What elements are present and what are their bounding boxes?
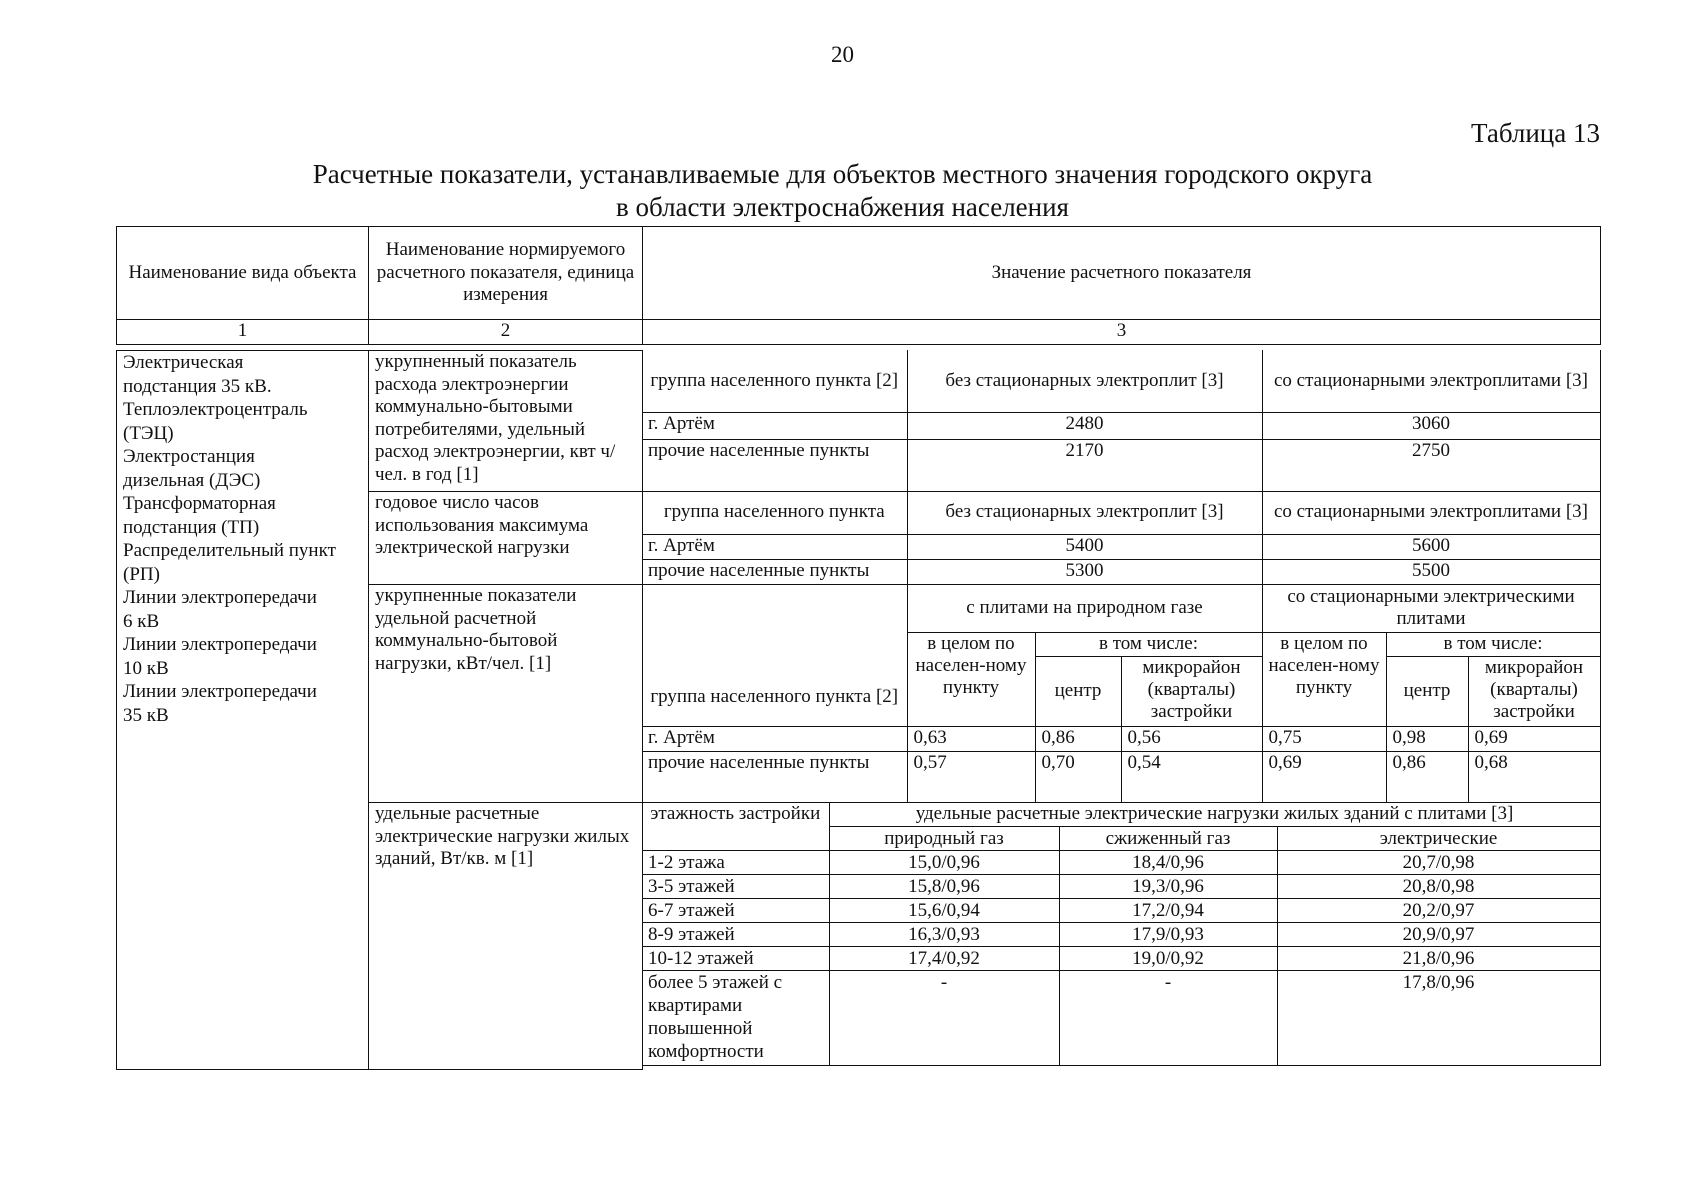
block3-value: 0,57 [907,751,1035,802]
indicator-specific-load: укрупненные показатели удельной расчетной коммунально-бытовой нагрузки, кВт/чел. [1] [369,585,643,803]
block4-row-natural: 16,3/0,93 [829,922,1059,946]
block1-header-group: группа населенного пункта [2] [642,350,907,412]
block3-header-center-gas: центр [1035,656,1121,726]
block3-value: 0,69 [1468,726,1600,751]
object-line: 35 кВ [123,704,169,726]
block4-row-electric: 20,7/0,98 [1277,850,1600,874]
block3-header-micro-gas: микрорайон (кварталы) застройки [1121,656,1262,726]
header-table [116,226,1601,345]
block3-header-group: группа населенного пункта [2] [642,584,907,726]
block4-row-liquefied: 19,0/0,92 [1059,946,1277,970]
block4-row-natural: 17,4/0,92 [829,946,1059,970]
title-line-1: Расчетные показатели, устанавливаемые для объектов местного значения городского округа [312,159,1373,189]
block3-header-incl-electric: в том числе: [1386,632,1600,656]
header-indicator-value: Значение расчетного показателя [643,227,1601,320]
block4-row-floors: 3-5 этажей [642,874,829,898]
block2-header-with: со стационарными электроплитами [3] [1262,491,1600,534]
block3-value: 0,86 [1035,726,1121,751]
block4-header-loads: удельные расчетные электрические нагрузки жилых зданий с плитами [3] [829,802,1600,826]
block1-header-with: со стационарными электроплитами [3] [1262,350,1600,412]
block3-value: 0,63 [907,726,1035,751]
block4-header-electric: электрические [1277,826,1600,850]
block2-row-name: прочие населенные пункты [642,559,907,584]
header-indicator-name: Наименование нормируемого расчетного показателя, единица измерения [369,227,643,320]
block4-row-floors: 10-12 этажей [642,946,829,970]
block3-header-center-electric: центр [1386,656,1468,726]
object-line: (РП) [123,563,160,585]
block3-value: 0,75 [1262,726,1386,751]
block4-row-liquefied: - [1059,970,1277,1065]
block4-row-electric: 20,2/0,97 [1277,898,1600,922]
block3-header-gas: с плитами на природном газе [907,584,1262,632]
block1-row-with: 2750 [1262,439,1600,491]
block3-value: 0,68 [1468,751,1600,802]
block3-header-total-electric: в целом по населен-ному пункту [1262,632,1386,726]
block1-row-with: 3060 [1262,412,1600,439]
block4-row-liquefied: 19,3/0,96 [1059,874,1277,898]
header-num-1: 1 [117,320,369,345]
object-line: Линии электропередачи [123,587,317,608]
block3-value: 0,54 [1121,751,1262,802]
object-line: подстанция 35 кВ. [123,375,272,397]
block1-table [642,350,1601,492]
block4-row-liquefied: 17,9/0,93 [1059,922,1277,946]
block4-row-floors: 1-2 этажа [642,850,829,874]
object-line: дизельная (ДЭС) [123,469,261,491]
object-line: Трансформаторная [123,493,276,514]
block4-table [642,802,1601,1066]
block1-header-without: без стационарных электроплит [3] [907,350,1262,412]
block1-row-name: прочие населенные пункты [642,439,907,491]
block4-row-electric: 20,9/0,97 [1277,922,1600,946]
block4-row-floors: 6-7 этажей [642,898,829,922]
block4-row-natural: 15,8/0,96 [829,874,1059,898]
object-line: 6 кВ [123,610,160,632]
object-line: Распределительный пункт [123,540,336,561]
table-number: Таблица 13 [1471,118,1600,148]
object-line: Электрическая [123,352,244,373]
block2-header-without: без стационарных электроплит [3] [907,491,1262,534]
indicator-names-table [116,350,643,1070]
block4-row-natural: 15,0/0,96 [829,850,1059,874]
block3-value: 0,70 [1035,751,1121,802]
block3-header-micro-electric: микрорайон (кварталы) застройки [1468,656,1600,726]
header-num-3: 3 [643,320,1601,345]
block4-row-natural: 15,6/0,94 [829,898,1059,922]
block4-row-electric: 21,8/0,96 [1277,946,1600,970]
header-object-type: Наименование вида объекта [117,227,369,320]
object-line: Линии электропередачи [123,634,317,655]
block4-row-natural: - [829,970,1059,1065]
block1-row-without: 2170 [907,439,1262,491]
object-line: Электростанция [123,446,255,467]
block3-value: 0,56 [1121,726,1262,751]
block4-header-natural-gas: природный газ [829,826,1059,850]
object-line: подстанция (ТП) [123,516,260,538]
block3-value: 0,69 [1262,751,1386,802]
header-num-2: 2 [369,320,643,345]
object-line: Линии электропередачи [123,681,317,702]
block2-row-without: 5400 [907,534,1262,559]
table-title [0,158,1685,224]
block3-value: 0,86 [1386,751,1468,802]
block4-row-floors: более 5 этажей с квартирами повышенной комфортности [642,970,829,1065]
block3-value: 0,98 [1386,726,1468,751]
block4-row-electric: 17,8/0,96 [1277,970,1600,1065]
indicator-hours-max-load: годовое число часов использования максимума электрической нагрузки [369,492,643,585]
block3-row-name: г. Артём [642,726,907,751]
block1-row-name: г. Артём [642,412,907,439]
block4-row-liquefied: 18,4/0,96 [1059,850,1277,874]
block4-row-electric: 20,8/0,98 [1277,874,1600,898]
block4-header-liquefied-gas: сжиженный газ [1059,826,1277,850]
block3-header-electric: со стационарными электрическими плитами [1262,584,1600,632]
block2-row-name: г. Артём [642,534,907,559]
block4-row-floors: 8-9 этажей [642,922,829,946]
block3-header-incl-gas: в том числе: [1035,632,1262,656]
object-line: (ТЭЦ) [123,422,174,444]
block3-header-total-gas: в целом по населен-ному пункту [907,632,1035,726]
object-line: 10 кВ [123,657,169,679]
block4-row-liquefied: 17,2/0,94 [1059,898,1277,922]
block3-table [642,584,1601,803]
block1-row-without: 2480 [907,412,1262,439]
indicator-residential-load: удельные расчетные электрические нагрузки жилых зданий, Вт/кв. м [1] [369,803,643,1070]
block2-row-without: 5300 [907,559,1262,584]
object-type-cell [117,351,369,1070]
block2-header-group: группа населенного пункта [642,491,907,534]
page-number: 20 [831,42,854,67]
block2-row-with: 5500 [1262,559,1600,584]
title-line-2: в области электроснабжения населения [616,192,1069,222]
block2-row-with: 5600 [1262,534,1600,559]
block4-header-floors: этажность застройки [642,802,829,850]
object-line: Теплоэлектроцентраль [123,399,308,420]
block2-table [642,491,1601,585]
block3-row-name: прочие населенные пункты [642,751,907,802]
indicator-electricity-consumption: укрупненный показатель расхода электроэнергии коммунально-бытовыми потребителями, удельный расход электроэнергии, квт ч/чел. в год [1] [369,351,643,492]
